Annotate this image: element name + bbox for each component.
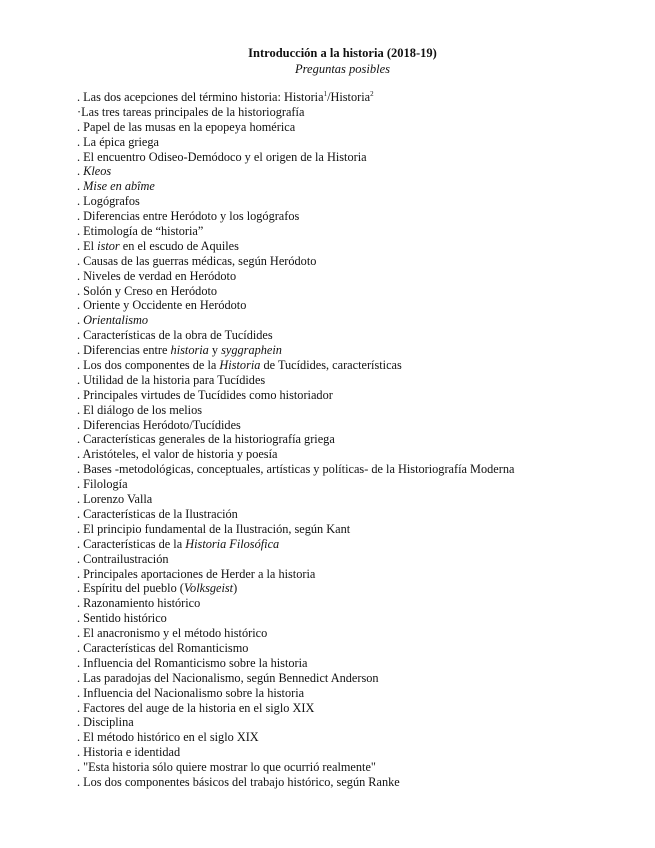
question-item: [77, 284, 514, 299]
question-item: [77, 641, 514, 656]
question-text: . Utilidad de la historia para Tucídides: [77, 372, 266, 387]
question-item: [77, 194, 514, 209]
question-item: [77, 373, 514, 388]
question-item: [77, 298, 514, 313]
question-text: . Aristóteles, el valor de historia y poesía: [77, 447, 278, 462]
question-item: [77, 552, 514, 567]
question-item: [77, 567, 514, 582]
question-item: [77, 626, 514, 641]
question-item: [77, 686, 514, 701]
question-text: . El encuentro Odiseo-Demódoco y el origen de la Historia: [77, 149, 367, 164]
question-text: . Características del Romanticismo: [77, 640, 249, 655]
question-text: . Filología: [77, 477, 128, 492]
question-item: [77, 254, 514, 269]
question-item: [77, 224, 514, 239]
question-text: . Disciplina: [77, 715, 134, 730]
question-text: . Los dos componentes de la: [77, 358, 220, 373]
question-text: . Las dos acepciones del término historia: Historia: [77, 90, 324, 104]
question-item: [77, 164, 514, 179]
question-item: [77, 403, 514, 418]
question-text: . El principio fundamental de la Ilustración, según Kant: [77, 521, 351, 536]
question-item: [77, 90, 514, 105]
question-text: de Tucídides, características: [260, 358, 402, 373]
question-item: [77, 432, 514, 447]
question-item: [77, 775, 514, 790]
question-item: [77, 462, 514, 477]
question-text: . Bases -metodológicas, conceptuales, artísticas y políticas- de la Historiografía Moderna: [77, 462, 515, 477]
question-item: [77, 209, 514, 224]
questions-list: [77, 90, 514, 790]
question-item: [77, 656, 514, 671]
question-item: [77, 507, 514, 522]
question-text: /Historia: [327, 90, 371, 104]
question-text: . Factores del auge de la historia en el siglo XIX: [77, 700, 315, 715]
question-item: [77, 343, 514, 358]
question-text: . El anacronismo y el método histórico: [77, 626, 268, 641]
question-italic-term: historia: [170, 343, 209, 358]
question-text: . El: [77, 238, 98, 253]
question-text: .: [77, 164, 84, 179]
question-text: . Características generales de la historiografía griega: [77, 432, 335, 447]
question-text: . Lorenzo Valla: [77, 492, 153, 507]
question-text: .: [77, 313, 84, 328]
question-text: . Contrailustración: [77, 551, 169, 566]
question-item: [77, 239, 514, 254]
page-subtitle: Preguntas posibles: [294, 62, 391, 76]
question-item: [77, 492, 514, 507]
question-item: [77, 760, 514, 775]
question-italic-term: Historia Filosófica: [185, 536, 280, 551]
question-item: [77, 701, 514, 716]
question-item: [77, 730, 514, 745]
question-text: . Los dos componentes básicos del trabajo histórico, según Ranke: [77, 774, 400, 789]
question-item: [77, 745, 514, 760]
question-item: [77, 447, 514, 462]
question-text: . Papel de las musas en la epopeya homérica: [77, 119, 296, 134]
question-item: [77, 581, 514, 596]
question-item: [77, 522, 514, 537]
question-text: . Diferencias entre Heródoto y los logógrafos: [77, 209, 300, 224]
question-text: ): [233, 581, 238, 596]
question-text: . Principales aportaciones de Herder a la historia: [77, 566, 316, 581]
question-item: [77, 537, 514, 552]
question-text: . Principales virtudes de Tucídides como historiador: [77, 387, 333, 402]
superscript-mark: 1: [323, 90, 328, 98]
superscript-mark: 2: [370, 90, 374, 98]
question-item: [77, 671, 514, 686]
question-item: [77, 269, 514, 284]
question-text: . Etimología de “historia”: [77, 224, 204, 239]
question-text: . Sentido histórico: [77, 611, 167, 626]
question-item: [77, 611, 514, 626]
question-item: [77, 715, 514, 730]
question-italic-term: Historia: [219, 358, 261, 373]
question-text: . Las paradojas del Nacionalismo, según Bennedict Anderson: [77, 670, 379, 685]
question-text: ·Las tres tareas principales de la historiografía: [77, 104, 305, 119]
question-text: . Causas de las guerras médicas, según Heródoto: [77, 253, 317, 268]
question-text: . Oriente y Occidente en Heródoto: [77, 298, 247, 313]
question-text: . El diálogo de los melios: [77, 402, 203, 417]
question-italic-term: istor: [97, 238, 120, 253]
question-item: [77, 120, 514, 135]
question-text: . Logógrafos: [77, 194, 140, 209]
question-text: . "Esta historia sólo quiere mostrar lo que ocurrió realmente": [77, 760, 376, 775]
question-item: [77, 105, 514, 120]
question-text: en el escudo de Aquiles: [119, 238, 239, 253]
question-text: . Características de la Ilustración: [77, 506, 238, 521]
question-text: . Características de la obra de Tucídides: [77, 328, 273, 343]
question-item: [77, 150, 514, 165]
question-item: [77, 313, 514, 328]
question-item: [77, 596, 514, 611]
question-italic-term: Kleos: [83, 164, 112, 179]
question-text: . Influencia del Nacionalismo sobre la historia: [77, 685, 305, 700]
question-italic-term: Orientalismo: [83, 313, 149, 328]
question-item: [77, 418, 514, 433]
question-item: [77, 135, 514, 150]
page-title: Introducción a la historia (2018-19): [248, 46, 437, 60]
question-item: [77, 477, 514, 492]
question-text: . Historia e identidad: [77, 745, 181, 760]
question-text: . El método histórico en el siglo XIX: [77, 730, 259, 745]
question-italic-term: syggraphein: [221, 343, 282, 358]
question-text: . Diferencias entre: [77, 343, 171, 358]
question-text: . Niveles de verdad en Heródoto: [77, 268, 237, 283]
question-text: . Características de la: [77, 536, 186, 551]
question-italic-term: Volksgeist: [183, 581, 234, 596]
question-item: [77, 358, 514, 373]
question-text: . Espíritu del pueblo (: [77, 581, 184, 596]
question-text: .: [77, 179, 84, 194]
question-item: [77, 388, 514, 403]
question-italic-term: Mise en abîme: [83, 179, 155, 194]
question-text: . Influencia del Romanticismo sobre la historia: [77, 655, 308, 670]
question-item: [77, 179, 514, 194]
question-text: y: [208, 343, 222, 358]
question-text: . Diferencias Heródoto/Tucídides: [77, 417, 241, 432]
question-item: [77, 328, 514, 343]
question-text: . La épica griega: [77, 134, 159, 149]
question-text: . Solón y Creso en Heródoto: [77, 283, 218, 298]
question-text: . Razonamiento histórico: [77, 596, 201, 611]
